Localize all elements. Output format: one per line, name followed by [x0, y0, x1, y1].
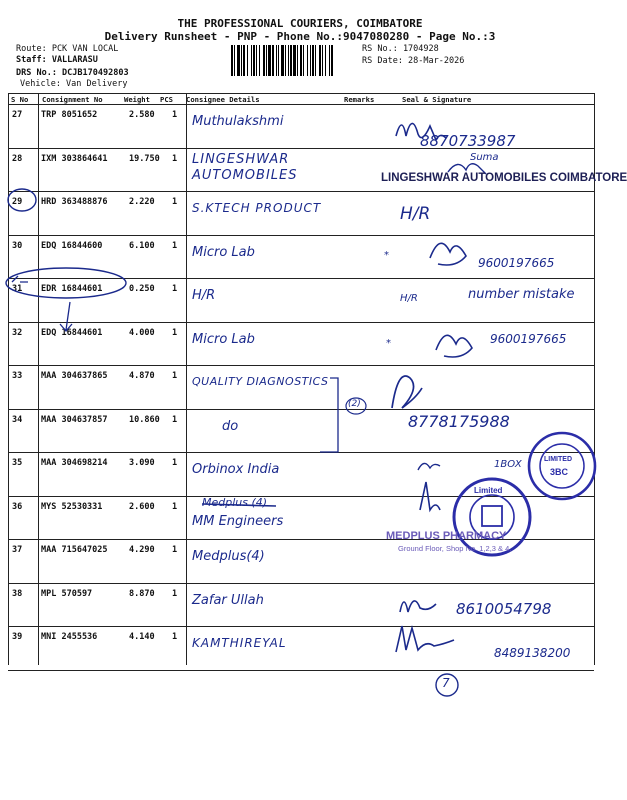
row-pieces: 1 — [172, 240, 178, 251]
row-pieces: 1 — [172, 197, 178, 207]
hand-hr-remark-row31: H/R — [400, 293, 418, 304]
row-weight: 4.870 — [129, 371, 155, 381]
row-consignee: Muthulakshmi — [192, 114, 284, 129]
row-consignee: Micro Lab — [192, 244, 255, 260]
round-stamp-text: LIMITED — [544, 456, 572, 463]
row-pieces: 1 — [172, 153, 178, 164]
drs-label: DRS No.: DCJB170492803 — [16, 68, 129, 78]
row-consignee: Medplus(4) — [192, 549, 265, 564]
signature-row32 — [436, 335, 472, 357]
circle-mark-row31 — [6, 268, 126, 298]
row-pieces: 1 — [172, 371, 178, 381]
signature-row38 — [400, 601, 436, 612]
row-weight: 10.860 — [129, 414, 160, 425]
row-consignee: MM Engineers — [192, 513, 284, 529]
row-consignee: S.KTECH PRODUCT — [192, 201, 322, 215]
struck-consignee: Medplus (4) — [202, 496, 268, 509]
row-consignment-number: MAA 304698214 — [41, 458, 108, 468]
hand-box-row35: 1BOX — [494, 459, 522, 470]
row-pieces: 1 — [172, 632, 178, 642]
company-stamp-text: Limited — [474, 486, 503, 495]
row-consignee: do — [222, 418, 239, 434]
page-title: THE PROFESSIONAL COURIERS, COIMBATORE — [177, 17, 423, 30]
row-pieces: 1 — [172, 327, 178, 338]
row-weight: 2.580 — [129, 110, 155, 120]
row-serial-number: 35 — [12, 458, 23, 468]
row-weight: 2.220 — [129, 197, 155, 207]
col-consignment: Consignment No — [42, 95, 103, 104]
row-consignment-number: MNI 2455536 — [41, 632, 98, 642]
circle-mark-row29 — [8, 189, 36, 211]
round-stamp-inner — [540, 444, 584, 488]
hand-phone-row27: 8870733987 — [420, 132, 516, 150]
row-weight: 8.870 — [129, 588, 155, 599]
hand-remark-row33: (2) — [348, 399, 361, 409]
row-consignment-number: MAA 304637865 — [41, 371, 108, 381]
row-serial-number: 31 — [12, 284, 23, 294]
row-serial-number: 38 — [12, 588, 23, 599]
round-stamp-outer — [529, 433, 595, 499]
circled-count-text: 7 — [442, 676, 450, 690]
route-label: Route: PCK VAN LOCAL — [16, 44, 119, 54]
row-consignment-number: MYS 52530331 — [41, 501, 103, 512]
row-consignment-number: EDR 16844601 — [41, 284, 103, 294]
hand-phone-row34: 8778175988 — [408, 412, 510, 431]
row-serial-number: 34 — [12, 414, 23, 425]
tick-mark-row31 — [12, 276, 28, 282]
col-remarks: Remarks — [344, 95, 375, 104]
row-weight: 0.250 — [129, 284, 155, 294]
row-consignment-number: TRP 8051652 — [41, 110, 98, 120]
col-weight: Weight — [124, 95, 150, 104]
row-weight: 19.750 — [129, 153, 160, 164]
rs-date: RS Date: 28-Mar-2026 — [362, 56, 465, 66]
row-weight: 4.000 — [129, 327, 155, 338]
row-pieces: 1 — [172, 458, 178, 468]
hand-hr-row29: H/R — [400, 204, 431, 224]
row-consignee: LINGESHWAR AUTOMOBILES — [192, 151, 298, 183]
col-sno: S No — [11, 95, 29, 104]
row-consignee: KAMTHIREYAL — [192, 636, 287, 650]
page-subtitle: Delivery Runsheet - PNP - Phone No.:9047080280 - Page No.:3 — [104, 30, 496, 43]
row-serial-number: 27 — [12, 110, 23, 120]
row-consignee: QUALITY DIAGNOSTICS — [192, 375, 329, 388]
row-serial-number: 30 — [12, 240, 23, 251]
stamp-logo-icon — [482, 506, 502, 526]
hand-phone-row32: 9600197665 — [490, 332, 567, 346]
rubber-stamp-row28: LINGESHWAR AUTOMOBILES COIMBATORE — [381, 172, 627, 184]
staff-label: Staff: VALLARASU — [16, 55, 98, 65]
col-consignee: Consignee Details — [186, 95, 260, 104]
vehicle-label: Vehicle: Van Delivery — [20, 79, 128, 89]
row-serial-number: 29 — [12, 197, 23, 207]
row-consignment-number: EDQ 16844600 — [41, 240, 103, 251]
row-serial-number: 36 — [12, 501, 23, 512]
hand-note-row31: number mistake — [468, 287, 575, 302]
row-consignment-number: MAA 715647025 — [41, 545, 108, 555]
col-seal-signature: Seal & Signature — [402, 95, 472, 104]
row-weight: 2.600 — [129, 501, 155, 512]
hand-star-row32: * — [386, 338, 391, 349]
row-consignee: Zafar Ullah — [192, 592, 264, 608]
row-weight: 6.100 — [129, 240, 155, 251]
row-consignment-number: HRD 363488876 — [41, 197, 108, 207]
signature-row39 — [396, 626, 454, 652]
rs-number: RS No.: 1704928 — [362, 44, 439, 54]
hand-phone-row38: 8610054798 — [456, 600, 552, 618]
signature-row35 — [418, 463, 440, 470]
col-pcs: PCS — [160, 95, 173, 104]
row-consignee: Orbinox India — [192, 462, 280, 477]
row-pieces: 1 — [172, 284, 178, 294]
signature-row33 — [392, 376, 422, 408]
row-weight: 4.140 — [129, 632, 155, 642]
signature-row30 — [430, 243, 466, 265]
hand-phone-row30: 9600197665 — [478, 256, 555, 270]
row-consignment-number: EDQ 16844601 — [41, 327, 103, 338]
row-pieces: 1 — [172, 414, 178, 425]
row-serial-number: 32 — [12, 327, 23, 338]
row-weight: 3.090 — [129, 458, 155, 468]
row-consignee: Micro Lab — [192, 331, 255, 347]
medplus-stamp: MEDPLUS PHARMACY — [386, 530, 507, 542]
row-consignment-number: MPL 570597 — [41, 588, 93, 599]
row-serial-number: 37 — [12, 545, 23, 555]
hand-star-row30: * — [384, 250, 389, 261]
row-pieces: 1 — [172, 501, 178, 512]
signature-row36 — [420, 482, 440, 510]
row-consignment-number: MAA 304637857 — [41, 414, 108, 425]
medplus-stamp-address: Ground Floor, Shop No. 1,2,3 & 4, — [398, 544, 512, 553]
hand-initials-row28: Suma — [470, 152, 499, 163]
round-stamp-code: 3BC — [550, 467, 569, 477]
bracket-mark — [320, 378, 338, 452]
row-pieces: 1 — [172, 545, 178, 555]
row-pieces: 1 — [172, 588, 178, 599]
hand-phone-row39: 8489138200 — [494, 646, 571, 660]
row-consignee: H/R — [192, 288, 216, 303]
row-serial-number: 28 — [12, 153, 23, 164]
arrow-mark — [60, 302, 72, 331]
row-serial-number: 33 — [12, 371, 23, 381]
row-pieces: 1 — [172, 110, 178, 120]
row-consignment-number: IXM 303864641 — [41, 153, 108, 164]
row-serial-number: 39 — [12, 632, 23, 642]
row-weight: 4.290 — [129, 545, 155, 555]
